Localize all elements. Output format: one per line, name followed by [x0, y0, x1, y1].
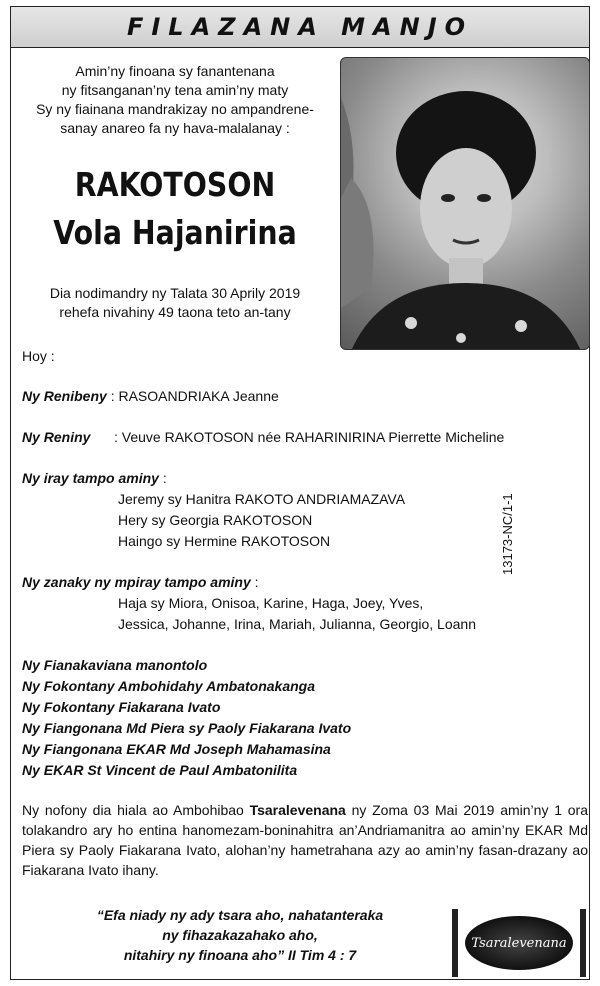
- death-line: rehefa nivahiny 49 taona teto an-tany: [59, 304, 291, 320]
- header-title: FILAZANA MANJO: [126, 13, 474, 41]
- group-line: Ny EKAR St Vincent de Paul Ambatonilita: [22, 762, 298, 778]
- siblings-separator: :: [158, 470, 167, 486]
- tsaralevenana-logo: [465, 916, 573, 970]
- siblings-label: Ny iray tampo aminy: [22, 470, 159, 486]
- deceased-photo: [340, 57, 590, 350]
- intro-line: ny fitsanganan’ny tena amin’ny maty: [61, 82, 289, 98]
- intro-line: Sy ny fiainana mandrakizay no ampandrene-: [36, 101, 314, 117]
- nephew-names: Jessica, Johanne, Irina, Mariah, Julianna, Georgio, Loann: [118, 616, 476, 632]
- quote-line: “Efa niady ny ady tsara aho, nahatanteraka: [96, 907, 384, 923]
- nephews-row: [22, 572, 259, 592]
- reference-code: 13173-NC/1-1: [500, 493, 515, 575]
- group-line: Ny Fiangonana Md Piera sy Paoly Fiakarana Ivato: [22, 720, 352, 736]
- mother-label: Ny Reniny: [22, 429, 91, 445]
- grandmother-label: Ny Renibeny: [22, 388, 107, 404]
- funeral-text: Ny nofony dia hiala ao Ambohibao: [22, 802, 250, 818]
- funeral-place: Tsaralevenana: [249, 802, 346, 818]
- grandmother-row: [22, 386, 279, 406]
- bible-quote: [60, 905, 420, 965]
- group-line: Ny Fokontany Ambohidahy Ambatonakanga: [22, 678, 315, 694]
- portrait-image: [341, 58, 590, 350]
- siblings-row: [22, 468, 167, 488]
- hoy-label: Hoy :: [22, 348, 55, 364]
- mother-separator: :: [114, 429, 122, 445]
- group-line: Ny Fiangonana EKAR Md Joseph Mahamasina: [22, 741, 331, 757]
- nephew-names: Haja sy Miora, Onisoa, Karine, Haga, Joey, Yves,: [118, 595, 424, 611]
- logo-bar-right: [580, 909, 586, 977]
- deceased-given-name: Vola Hajanirina: [53, 213, 297, 252]
- quote-line: ny fihazakazahako aho,: [162, 927, 318, 943]
- funeral-text: ny Zoma 03 Mai 2019 amin’ny 1 ora tolakandro ary ho entina hanomezam-boninahitra an’Andriamanitra ao amin’ny EKAR Md Piera sy Paoly Fiakarana Ivato, alohan’ny hametrahana azy ao amin’ny fasan-drazany ao Fiakarana Ivato ihany.: [22, 802, 588, 878]
- sibling-name: Jeremy sy Hanitra RAKOTO ANDRIAMAZAVA: [118, 491, 406, 507]
- mother-row: [22, 427, 504, 447]
- nephews-separator: :: [250, 574, 259, 590]
- nephews-label: Ny zanaky ny mpiray tampo aminy: [22, 574, 251, 590]
- header-banner: [11, 7, 589, 48]
- mother-name: Veuve RAKOTOSON née RAHARINIRINA Pierrette Micheline: [121, 429, 505, 445]
- intro-text: [20, 62, 330, 138]
- quote-line: nitahiry ny finoana aho” II Tim 4 : 7: [123, 947, 357, 963]
- deceased-surname: RAKOTOSON: [74, 165, 276, 204]
- death-line: Dia nodimandry ny Talata 30 Aprily 2019: [49, 285, 301, 301]
- funeral-paragraph: [22, 800, 588, 880]
- group-line: Ny Fokontany Fiakarana Ivato: [22, 699, 221, 715]
- intro-line: sanay anareo fa ny hava-malalanay :: [60, 120, 290, 136]
- sibling-name: Haingo sy Hermine RAKOTOSON: [118, 533, 331, 549]
- sibling-name: Hery sy Georgia RAKOTOSON: [118, 512, 313, 528]
- logo-bar-left: [452, 909, 458, 977]
- intro-line: Amin’ny finoana sy fanantenana: [75, 63, 275, 79]
- grandmother-separator: :: [106, 388, 119, 404]
- death-info: [20, 284, 330, 322]
- logo-text: Tsaralevenana: [471, 935, 567, 951]
- grandmother-name: RASOANDRIAKA Jeanne: [118, 388, 279, 404]
- group-line: Ny Fianakaviana manontolo: [22, 657, 208, 673]
